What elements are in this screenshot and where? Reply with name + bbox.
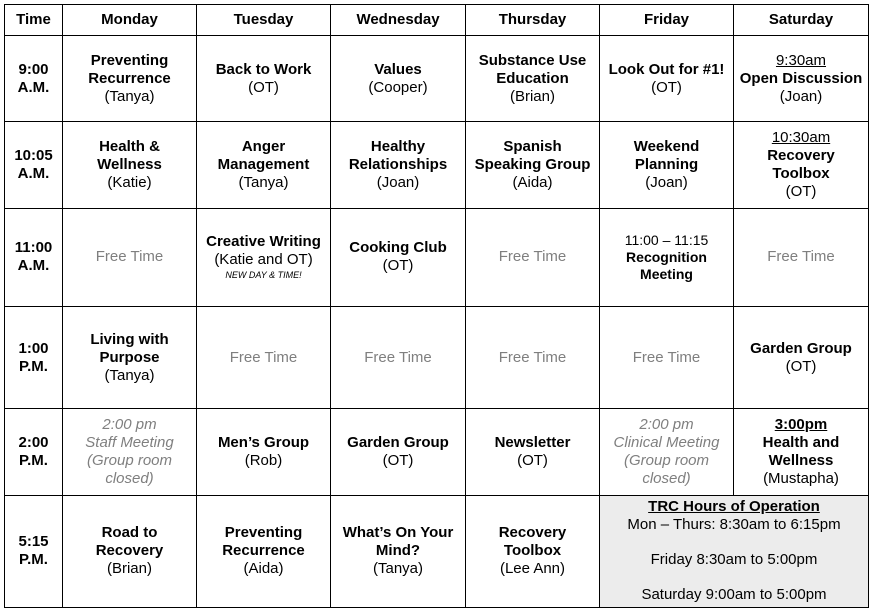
free-time-cell: Free Time — [331, 306, 466, 408]
session-cell — [734, 306, 869, 408]
header-tuesday: Tuesday — [197, 5, 331, 36]
session-cell — [331, 208, 466, 306]
session-time-range: 11:00 – 11:15 — [624, 232, 709, 249]
session-cell — [734, 36, 869, 122]
session-cell — [734, 122, 869, 208]
session-cell — [63, 495, 197, 607]
session-title: Health and Wellness — [762, 433, 840, 469]
session-leader: (Joan) — [779, 87, 823, 105]
header-wednesday: Wednesday — [331, 5, 466, 36]
session-leader: (Tanya) — [104, 87, 155, 105]
session-title: Preventing Recurrence — [222, 524, 305, 560]
session-title: Health & Wellness — [97, 137, 162, 173]
schedule-row — [5, 122, 869, 208]
session-cell — [600, 122, 734, 208]
session-leader: (OT) — [651, 78, 682, 96]
session-cell — [331, 36, 466, 122]
hours-line: Saturday 9:00am to 5:00pm — [641, 586, 827, 604]
session-leader: (Brian) — [509, 87, 555, 105]
session-cell — [331, 495, 466, 607]
session-leader: (Joan) — [376, 173, 420, 191]
time-slot: 9:00 A.M. — [5, 36, 63, 122]
schedule-row — [5, 36, 869, 122]
session-title: Men’s Group — [217, 433, 310, 451]
session-title: Recognition Meeting — [626, 249, 707, 283]
session-title: Healthy Relationships — [348, 137, 448, 173]
session-leader: (Joan) — [645, 173, 688, 191]
session-title: Garden Group — [347, 433, 449, 451]
session-cell — [734, 409, 869, 495]
weekly-schedule-table — [4, 4, 869, 608]
free-time-cell: Free Time — [466, 208, 600, 306]
hours-of-operation — [600, 495, 869, 607]
session-cell — [197, 409, 331, 495]
session-cell — [197, 36, 331, 122]
session-title: Open Discussion — [739, 69, 863, 87]
session-leader: (Tanya) — [104, 366, 155, 384]
session-title: Anger Management — [217, 137, 310, 173]
header-monday: Monday — [63, 5, 197, 36]
hours-title: TRC Hours of Operation — [648, 498, 820, 516]
session-title: What’s On Your Mind? — [342, 524, 454, 560]
session-title: Look Out for #1! — [608, 60, 725, 78]
schedule-row — [5, 495, 869, 607]
session-title: Garden Group — [750, 339, 852, 357]
session-leader: (OT) — [248, 78, 279, 96]
session-title: Newsletter — [494, 433, 571, 451]
session-cell — [466, 409, 600, 495]
session-leader: (Lee Ann) — [499, 560, 566, 578]
meeting-cell: 2:00 pm Staff Meeting (Group room closed) — [63, 409, 197, 495]
session-title: Preventing Recurrence — [88, 51, 171, 87]
header-thursday: Thursday — [466, 5, 600, 36]
session-cell — [63, 122, 197, 208]
header-saturday: Saturday — [734, 5, 869, 36]
session-leader: (OT) — [517, 451, 548, 469]
session-title: Weekend Planning — [633, 137, 700, 173]
session-leader: (OT) — [382, 257, 414, 275]
session-title: Recovery Toolbox — [498, 524, 567, 560]
session-leader: (OT) — [785, 357, 817, 375]
session-title: Substance Use Education — [478, 51, 587, 87]
session-leader: (Tanya) — [238, 173, 289, 191]
time-slot: 11:00 A.M. — [5, 208, 63, 306]
free-time-cell: Free Time — [734, 208, 869, 306]
session-time-note: 3:00pm — [774, 415, 828, 433]
time-slot: 10:05 A.M. — [5, 122, 63, 208]
session-leader: (Brian) — [106, 560, 152, 578]
header-friday: Friday — [600, 5, 734, 36]
schedule-row — [5, 409, 869, 495]
session-leader: (Aida) — [512, 173, 553, 191]
time-slot: 2:00 P.M. — [5, 409, 63, 495]
session-cell — [197, 495, 331, 607]
session-title: Recovery Toolbox — [767, 146, 835, 182]
session-time-note: 10:30am — [771, 128, 831, 146]
session-cell — [600, 36, 734, 122]
hours-line: Friday 8:30am to 5:00pm — [650, 551, 818, 569]
session-cell — [63, 36, 197, 122]
session-cell — [466, 36, 600, 122]
session-cell — [331, 122, 466, 208]
meeting-cell: 2:00 pm Clinical Meeting (Group room closed) — [600, 409, 734, 495]
session-title: Values — [374, 60, 422, 78]
session-leader: (OT) — [382, 451, 414, 469]
time-slot: 5:15 P.M. — [5, 495, 63, 607]
session-leader: (Tanya) — [372, 560, 424, 578]
session-cell — [600, 208, 734, 306]
session-cell — [197, 208, 331, 306]
session-leader: (Cooper) — [368, 78, 428, 96]
session-leader: (Aida) — [243, 560, 284, 578]
schedule-row — [5, 306, 869, 408]
free-time-cell: Free Time — [197, 306, 331, 408]
session-note: NEW DAY & TIME! — [225, 270, 302, 281]
free-time-cell: Free Time — [466, 306, 600, 408]
session-leader: (OT) — [785, 182, 817, 200]
time-slot: 1:00 P.M. — [5, 306, 63, 408]
session-cell — [63, 306, 197, 408]
session-cell — [466, 122, 600, 208]
free-time-cell: Free Time — [63, 208, 197, 306]
session-leader: (Katie and OT) — [214, 251, 313, 269]
hours-line: Mon – Thurs: 8:30am to 6:15pm — [627, 516, 841, 534]
session-title: Creative Writing — [206, 233, 321, 251]
session-title: Living with Purpose — [90, 330, 169, 366]
session-title: Cooking Club — [349, 239, 447, 257]
session-title: Road to Recovery — [95, 524, 164, 560]
free-time-cell: Free Time — [600, 306, 734, 408]
session-title: Spanish Speaking Group — [474, 137, 591, 173]
session-cell — [466, 495, 600, 607]
header-time: Time — [5, 5, 63, 36]
session-time-note: 9:30am — [775, 51, 827, 69]
session-leader: (Rob) — [244, 451, 283, 469]
schedule-row — [5, 208, 869, 306]
session-cell — [331, 409, 466, 495]
header-row — [5, 5, 869, 36]
session-title: Back to Work — [215, 60, 312, 78]
session-leader: (Katie) — [107, 173, 152, 191]
session-cell — [197, 122, 331, 208]
session-leader: (Mustapha) — [763, 469, 839, 487]
